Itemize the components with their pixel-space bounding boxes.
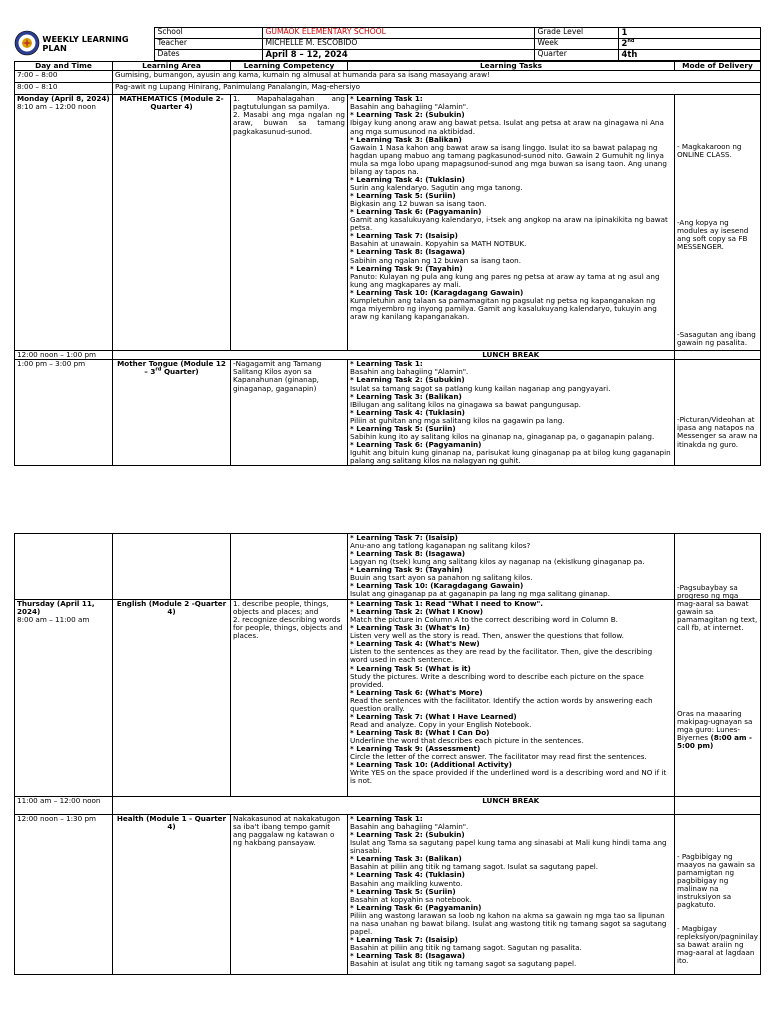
task-heading: * Learning Task 3: (Balikan) <box>350 391 462 401</box>
task-heading: * Learning Task 3: (Balikan) <box>350 134 462 144</box>
task-text: Basahin at piliin ang titik ng tamang sagot. Sagutan ng pasalita. <box>350 943 582 952</box>
value-week: 2nd <box>618 39 760 50</box>
opening-row <box>15 71 761 83</box>
lunch-time: 12:00 noon – 1:00 pm <box>15 351 113 360</box>
label-school: School <box>154 28 262 39</box>
task-heading: * Learning Task 4: (Tuklasin) <box>350 174 465 184</box>
time-label: 12:00 noon – 1:30 pm <box>15 815 113 975</box>
time-label: 1:00 pm – 3:00 pm <box>15 360 113 466</box>
task-heading: * Learning Task 8: (Isagawa) <box>350 951 466 961</box>
task-text: Sabihin ang ngalan ng 12 buwan sa isang taon. <box>350 255 522 265</box>
task-text: Iguhit ang bituin kung ginanap na, parisukat kung ginaganap pa at bilog kung gaganapin palang ang salitang kilos na nalagyan ng guhit. <box>350 448 671 466</box>
task-text: Basahin ang bahagiing "Alamin". <box>350 367 469 377</box>
label-quarter: Quarter <box>534 50 618 61</box>
mode-of-delivery <box>675 360 761 466</box>
task-heading: * Learning Task 4: (Tuklasin) <box>350 870 465 880</box>
learning-competency <box>231 95 348 351</box>
plan-title: WEEKLY LEARNING PLAN <box>42 34 129 53</box>
task-heading: * Learning Task 2: (Subukin) <box>350 110 465 120</box>
task-text: Isulat ang Tama sa sagutang papel kung tama ang sinasabi at Mali kung hindi tama ang sinasabi. <box>350 838 667 856</box>
mode-of-delivery <box>675 534 761 633</box>
task-text: Gamit ang kasalukuyang kalendaryo, i-tsek ang angkop na araw na ipinakikita ng bawat petsa. <box>350 215 668 233</box>
competency-item: 2. recognize describing words for people, things, objects and places. <box>233 615 343 641</box>
task-heading: * Learning Task 3: (What's In) <box>350 623 470 633</box>
mode-of-delivery <box>675 95 761 351</box>
task-text: Basahin ang bahagiing "Alamin". <box>350 102 469 112</box>
monday-day-cell <box>15 95 113 351</box>
deped-seal-icon <box>14 30 40 59</box>
task-text: Isulat ang ginaganap pa at gaganapin pa lang ng mga salitang ginanap. <box>350 589 610 599</box>
task-heading: * Learning Task 4: (What's New) <box>350 639 480 649</box>
thursday-row <box>15 600 761 797</box>
column-header: Learning Area <box>113 62 231 71</box>
task-heading: * Learning Task 2: (Subukin) <box>350 375 465 385</box>
task-text: Basahin ang bahagiing "Alamin". <box>350 822 469 832</box>
task-heading: * Learning Task 3: (Balikan) <box>350 854 462 864</box>
task-heading: * Learning Task 5: (Suriin) <box>350 423 456 433</box>
task-heading: * Learning Task 6: (Pagyamanin) <box>350 439 482 449</box>
task-text: Listen very well as the story is read. Then, answer the questions that follow. <box>350 631 624 641</box>
learning-competency <box>231 600 348 797</box>
opening-row <box>15 83 761 95</box>
task-text: Study the pictures. Write a describing word to describe each picture on the space provided. <box>350 671 644 689</box>
task-text: Lagyan ng (tsek) kung ang salitang kilos ay naganap na (ekisIkung ginaganap pa. <box>350 557 645 567</box>
delivery-item: Oras na maaaring makipag-ugnayan sa mga guro: Lunes-Biyernes (8:00 am - 5:00 pm) <box>677 709 753 751</box>
opening-text: Gumising, bumangon, ayusin ang kama, kumain ng almusal at humanda para sa isang masayang araw! <box>113 71 761 83</box>
delivery-item: -Ang kopya ng modules ay isesend ang soft copy sa FB MESSENGER. <box>677 218 749 252</box>
opening-text: Pag-awit ng Lupang Hinirang, Panimulang Panalangin, Mag-ehersiyo <box>113 83 761 95</box>
task-heading: * Learning Task 9: (Assessment) <box>350 744 481 754</box>
task-text: Listen to the sentences as they are read by the facilitator. Then, give the describing word used in each sentence. <box>350 647 653 665</box>
task-text: Anu-ano ang tatlong kaganapan ng salitang kilos? <box>350 541 531 551</box>
delivery-item: -Pagsubaybay sa progreso ng mga mag-aaral sa bawat gawain sa pamamagitan ng text, call fb, at internet. <box>677 583 758 633</box>
task-text: Match the picture in Column A to the correct describing word in Column B. <box>350 615 618 625</box>
lunch-label: LUNCH BREAK <box>348 797 675 815</box>
page-one <box>14 27 760 466</box>
learning-area: English (Module 2 -Quarter 4) <box>113 600 231 797</box>
task-heading: * Learning Task 5: (Suriin) <box>350 886 456 896</box>
task-heading: * Learning Task 4: (Tuklasin) <box>350 407 465 417</box>
task-heading: * Learning Task 1: Read "What I need to Know". <box>350 599 544 608</box>
mother-tongue-row <box>15 360 761 466</box>
task-heading: * Learning Task 8: (Isagawa) <box>350 549 466 559</box>
task-heading: * Learning Task 6: (Pagyamanin) <box>350 207 482 217</box>
task-text: Panuto: Kulayan ng pula ang kung ang pares ng petsa at araw ay tama at ng asul ang kung ang magkapares ay mali. <box>350 271 660 289</box>
task-heading: * Learning Task 6: (Pagyamanin) <box>350 902 482 912</box>
learning-area: Mother Tongue (Module 12 – 3rd Quarter) <box>113 360 231 466</box>
task-text: Isulat sa tamang sagot sa patlang kung kailan naganap ang pangyayari. <box>350 383 611 393</box>
delivery-item: -Sasagutan ang ibang gawain ng pasalita. <box>677 330 756 348</box>
mode-of-delivery <box>675 815 761 975</box>
label-dates: Dates <box>154 50 262 61</box>
task-text: Piliin ang wastong larawan sa loob ng kahon na akma sa gawain ng mga tao sa lipunan na nasa unahan ng bawat bilang. Isulat ang wastong titik ng tamang sagot sa sagutang papel. <box>350 910 667 936</box>
value-dates: April 8 – 12, 2024 <box>262 50 534 61</box>
value-quarter: 4th <box>618 50 760 61</box>
task-text: Basahin at isulat ang titik ng tamang sagot sa sagutang papel. <box>350 959 577 969</box>
health-row <box>15 815 761 975</box>
lunch-row <box>15 797 761 815</box>
task-text: Kumpletuhin ang talaan sa pamamagitan ng pagsulat ng petsa ng kapanganakan ng mga miyembro ng inyong pamilya. Gamit ang kasalukuyang kalendaryo, tukuyin ang araw ng kanilang kapanganakan. <box>350 295 657 321</box>
task-heading: * Learning Task 5: (What is it) <box>350 663 471 673</box>
learning-competency: Nakakasunod at nakakatugon sa iba't ibang tempo gamit ang paggalaw ng katawan o ng hakbang pansayaw. <box>231 815 348 975</box>
label-grade: Grade Level <box>534 28 618 39</box>
task-heading: * Learning Task 9: (Tayahin) <box>350 565 463 575</box>
task-heading: * Learning Task 6: (What's More) <box>350 687 483 697</box>
task-text: IBilugan ang salitang kilos na ginagawa sa bawat pangungusap. <box>350 399 581 409</box>
learning-tasks <box>348 815 675 975</box>
task-heading: * Learning Task 8: (Isagawa) <box>350 247 466 257</box>
task-heading: * Learning Task 2: (What I Know) <box>350 607 484 617</box>
learning-tasks <box>348 534 675 600</box>
plan-table-page-two <box>14 533 761 975</box>
delivery-item: -Picturan/Videohan at ipasa ang natapos na Messenger sa araw na itinakda ng guro. <box>677 415 758 449</box>
competency-item: 2. Masabi ang mga ngalan ng araw, buwan sa tamang pagkakasunud-sunod. <box>233 110 345 136</box>
day-label: Monday (April 8, 2024) <box>17 94 110 104</box>
lunch-time: 11:00 am – 12:00 noon <box>15 797 113 815</box>
time-label: 8:00 am – 11:00 am <box>17 615 90 625</box>
day-label: Thursday (April 11, 2024) <box>17 599 95 617</box>
column-header: Day and Time <box>15 62 113 71</box>
learning-tasks <box>348 600 675 797</box>
task-heading: * Learning Task 8: (What I Can Do) <box>350 728 490 737</box>
learning-area: MATHEMATICS (Module 2- Quarter 4) <box>113 95 231 351</box>
column-header: Learning Tasks <box>348 62 675 71</box>
thursday-day-cell <box>15 600 113 797</box>
label-week: Week <box>534 39 618 50</box>
lunch-label: LUNCH BREAK <box>348 351 675 360</box>
task-text: Gawain 1 Nasa kahon ang bawat araw sa isang linggo. Isulat ito sa bawat palapag ng hagdan upang mabuo ang tamang pagkasunod-sunod nito. Gawain 2 Gumuhit ng linya mula sa mga lobo upang mapagsunod-sunod ang mga buwan sa isang taon. Ang unang bilang ay tapos na. <box>350 142 667 176</box>
task-text: Sabihin kung ito ay salitang kilos na ginanap na, ginaganap pa, o gaganapin palang. <box>350 431 655 441</box>
time-label: 8:10 am – 12:00 noon <box>17 102 96 112</box>
task-text: Write YES on the space provided if the underlined word is a describing word and NO if it is not. <box>350 768 667 786</box>
task-heading: * Learning Task 10: (Additional Activity) <box>350 760 512 770</box>
task-text: Basahin at unawain. Kopyahin sa MATH NOTBUK. <box>350 239 527 249</box>
task-heading: * Learning Task 1: <box>350 814 423 823</box>
task-text: Surin ang kalendaryo. Sagutin ang mga tanong. <box>350 182 523 192</box>
learning-tasks <box>348 360 675 466</box>
learning-area: Health (Module 1 - Quarter 4) <box>113 815 231 975</box>
opening-time: 7:00 – 8:00 <box>15 71 113 83</box>
competency-item: 1. Mapahalagahan ang pagtutulungan sa pamilya. <box>233 94 345 112</box>
task-heading: * Learning Task 1: <box>350 94 423 104</box>
task-text: Circle the letter of the correct answer. The facilitator may read first the sentences. <box>350 752 647 762</box>
task-text: Buuin ang tsart ayon sa panahon ng salitang kilos. <box>350 573 533 583</box>
task-text: Read and analyze. Copy in your English Notebook. <box>350 719 532 729</box>
column-header: Mode of Delivery <box>675 62 761 71</box>
task-text: Read the sentences with the facilitator. Identify the action words by answering each question orally. <box>350 695 653 713</box>
task-text: Piliin at guhitan ang mga salitang kilos na gagawin pa lang. <box>350 415 565 425</box>
plan-table-page-one <box>14 61 761 466</box>
delivery-item: - Pagbibigay ng maayos na gawain sa pamamigtan ng pagbibigay ng malinaw na instruksiyon sa pagkatuto. <box>677 852 755 910</box>
task-text: Bigkasin ang 12 buwan sa isang taon. <box>350 199 487 209</box>
learning-tasks <box>348 95 675 351</box>
task-heading: * Learning Task 5: (Suriin) <box>350 191 456 201</box>
task-heading: * Learning Task 9: (Tayahin) <box>350 263 463 273</box>
opening-time: 8:00 – 8:10 <box>15 83 113 95</box>
task-heading: * Learning Task 1: <box>350 359 423 369</box>
task-heading: * Learning Task 7: (Isaisip) <box>350 231 458 241</box>
task-text: Ibigay kung anong araw ang bawat petsa. Isulat ang petsa at araw na ginagawa ni Ana ang mga sumusunod na aktibidad. <box>350 118 664 136</box>
task-text: Basahin at kopyahin sa notebook. <box>350 894 472 904</box>
value-grade: 1 <box>618 28 760 39</box>
task-text: Underline the word that describes each picture in the sentences. <box>350 736 584 746</box>
task-text: Basahin ang maikling kuwento. <box>350 878 463 888</box>
task-heading: * Learning Task 10: (Karagdagang Gawain) <box>350 287 524 297</box>
label-teacher: Teacher <box>154 39 262 50</box>
learning-competency: -Nagagamit ang Tamang Salitang Kilos ayon sa Kapanahunan (ginanap, ginaganap, gaganapin) <box>231 360 348 466</box>
header-table <box>14 27 761 61</box>
task-heading: * Learning Task 10: (Karagdagang Gawain) <box>350 581 524 591</box>
monday-row <box>15 95 761 351</box>
continuation-row <box>15 534 761 600</box>
competency-item: 1. describe people, things, objects and places; and <box>233 599 329 617</box>
mode-of-delivery <box>675 600 761 797</box>
task-heading: * Learning Task 7: (What I Have Learned) <box>350 711 517 721</box>
task-heading: * Learning Task 2: (Subukin) <box>350 830 465 840</box>
value-school: GUMAOK ELEMENTARY SCHOOL <box>262 28 534 39</box>
logo-cell <box>14 28 154 61</box>
page-two <box>14 533 760 975</box>
task-heading: * Learning Task 7: (Isaisip) <box>350 533 458 542</box>
delivery-item: - Magbigay repleksiyon/pagninilay sa bawat araiin ng mag-aaral at lagdaan ito. <box>677 924 759 966</box>
task-heading: * Learning Task 7: (Isaisip) <box>350 934 458 944</box>
value-teacher: MICHELLE M. ESCOBIDO <box>262 39 534 50</box>
column-header: Learning Competency <box>231 62 348 71</box>
delivery-item: - Magkakaroon ng ONLINE CLASS. <box>677 142 742 160</box>
task-text: Basahin at piliin ang titik ng tamang sagot. Isulat sa sagutang papel. <box>350 862 599 872</box>
